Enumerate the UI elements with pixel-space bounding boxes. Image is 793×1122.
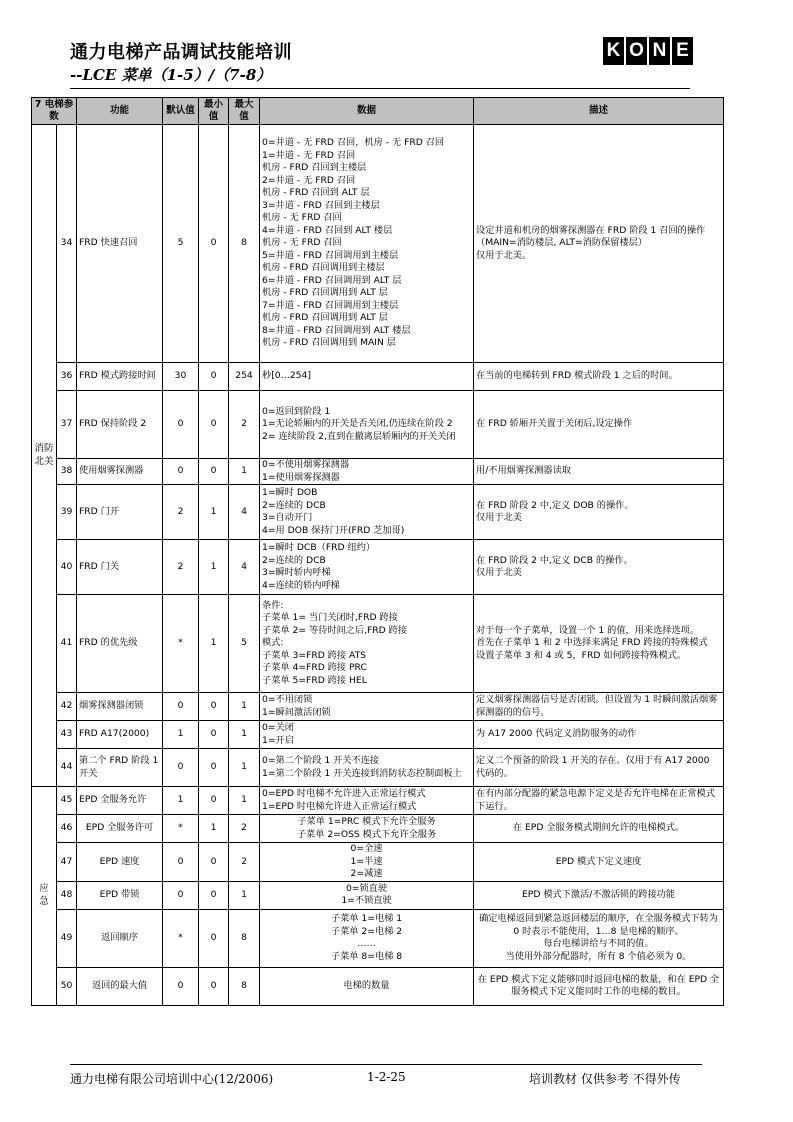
table-row: [32, 721, 724, 749]
max-value: 2: [229, 815, 260, 843]
logo-letter: E: [672, 37, 693, 65]
table-row: [32, 595, 724, 693]
function-cell: 返回顺序: [77, 909, 163, 967]
column-header: 数据: [260, 98, 474, 125]
min-value: 0: [199, 749, 229, 787]
description-cell: 定义烟雾探测器信号是否闭锁。但设置为 1 时瞬间激活烟雾探测器的的信号。: [474, 693, 724, 721]
description-cell: 在 FRD 阶段 2 中,定义 DCB 的操作。 仅用于北美: [474, 540, 724, 595]
min-value: 1: [199, 595, 229, 693]
max-value: 254: [229, 363, 260, 391]
table-row: [32, 391, 724, 459]
data-cell: 0=不用闭锁 1=瞬间激活闭锁: [260, 693, 474, 721]
table-row: [32, 909, 724, 967]
footer-left: 通力电梯有限公司培训中心(12/2006): [70, 1072, 274, 1086]
default-value: 5: [163, 125, 199, 363]
max-value: 1: [229, 881, 260, 909]
max-value: 1: [229, 749, 260, 787]
min-value: 1: [199, 540, 229, 595]
group-cell: 消防 北美: [32, 125, 57, 787]
min-value: 1: [199, 485, 229, 540]
default-value: 0: [163, 967, 199, 1005]
default-value: 2: [163, 485, 199, 540]
min-value: 0: [199, 881, 229, 909]
description-cell: 定义二个预备的阶段 1 开关的存在。仅用于有 A17 2000 代码的。: [474, 749, 724, 787]
table-row: [32, 485, 724, 540]
description-cell: 确定电梯返回到紧急返回楼层的顺序，在全服务模式下转为 0 时表示不能使用，1…8 是电梯的顺序。 每台电梯讲给与不同的值。 当使用外部分配器时，所有 8 个值必须为 0。: [474, 909, 724, 967]
min-value: 0: [199, 363, 229, 391]
table-header-row: [32, 98, 724, 125]
table-row: [32, 125, 724, 363]
min-value: 0: [199, 125, 229, 363]
max-value: 1: [229, 693, 260, 721]
table-row: [32, 693, 724, 721]
group-cell: 应 急: [32, 787, 57, 1006]
description-cell: 在 EPD 全服务模式期间允许的电梯模式。: [474, 815, 724, 843]
description-cell: 用/不用烟雾探测器读取: [474, 459, 724, 485]
default-value: 0: [163, 391, 199, 459]
parameter-table: [31, 97, 724, 1006]
max-value: 4: [229, 485, 260, 540]
logo-letter: K: [603, 37, 624, 65]
logo-letter: O: [626, 37, 647, 65]
data-cell: 子菜单 1=PRC 模式下允许全服务 子菜单 2=OSS 模式下允许全服务: [260, 815, 474, 843]
min-value: 0: [199, 391, 229, 459]
max-value: 8: [229, 909, 260, 967]
data-cell: 子菜单 1=电梯 1 子菜单 2=电梯 2 …… 子菜单 8=电梯 8: [260, 909, 474, 967]
table-row: [32, 815, 724, 843]
function-cell: FRD 的优先级: [77, 595, 163, 693]
function-cell: EPD 速度: [77, 843, 163, 882]
column-header: 最大值: [229, 98, 260, 125]
param-number: 36: [57, 363, 77, 391]
table-row: [32, 843, 724, 882]
description-cell: EPD 模式下激活/不激活锁的跨接功能: [474, 881, 724, 909]
data-cell: 0=井道 - 无 FRD 召回，机房 - 无 FRD 召回 1=井道 - 无 FRD 召回 机房 - FRD 召回到主楼层 2=井道 - 无 FRD 召回 机房 - FRD 召回到 ALT 层 3=井道 - FRD 召回到主楼层 机房 - 无 FRD 召回 4=井道 - FRD 召回到 ALT 楼层 机房 - 无 FRD 召回 5=井道 - FRD 召回调用到主楼层 机房 - FRD 召回调用到主楼层 6=井道 - FRD 召回调用到 ALT 层 机房 - FRD 召回调用到 ALT 层 7=井道 - FRD 召回调用到主楼层 机房 - FRD 召回调用到 ALT 层 8=井道 - FRD 召回调用到 ALT 楼层 机房 - FRD 召回调用到 MAIN 层: [260, 125, 474, 363]
default-value: *: [163, 909, 199, 967]
param-number: 48: [57, 881, 77, 909]
data-cell: 1=瞬时 DOB 2=连续的 DCB 3=自动开门 4=用 DOB 保持门开(FRD 芝加哥): [260, 485, 474, 540]
max-value: 2: [229, 843, 260, 882]
function-cell: FRD 保持阶段 2: [77, 391, 163, 459]
function-cell: 使用烟雾探测器: [77, 459, 163, 485]
param-number: 45: [57, 787, 77, 815]
max-value: 5: [229, 595, 260, 693]
param-number: 38: [57, 459, 77, 485]
footer-page-number: 1-2-25: [367, 1070, 406, 1084]
min-value: 0: [199, 967, 229, 1005]
data-cell: 电梯的数量: [260, 967, 474, 1005]
footer-right: 培训教材 仅供参考 不得外传: [529, 1072, 681, 1086]
function-cell: FRD 门开: [77, 485, 163, 540]
table-body: [32, 125, 724, 1006]
column-header: 7 电梯参数: [32, 98, 77, 125]
function-cell: EPD 全服务允许: [77, 787, 163, 815]
kone-logo: [603, 37, 693, 65]
min-value: 0: [199, 693, 229, 721]
max-value: 1: [229, 459, 260, 485]
function-cell: EPD 带锁: [77, 881, 163, 909]
table-row: [32, 787, 724, 815]
param-number: 46: [57, 815, 77, 843]
header-divider: [70, 88, 690, 89]
param-number: 44: [57, 749, 77, 787]
param-number: 40: [57, 540, 77, 595]
param-number: 34: [57, 125, 77, 363]
data-cell: 0=不使用烟雾探测器 1=使用烟雾探测器: [260, 459, 474, 485]
default-value: 2: [163, 540, 199, 595]
param-number: 47: [57, 843, 77, 882]
description-cell: 在 EPD 模式下定义能够同时返回电梯的数量，和在 EPD 全服务模式下定义能同时工作的电梯的数目。: [474, 967, 724, 1005]
max-value: 2: [229, 391, 260, 459]
column-header: 最小值: [199, 98, 229, 125]
data-cell: 0=全速 1=半速 2=减速: [260, 843, 474, 882]
function-cell: FRD 门关: [77, 540, 163, 595]
description-cell: 对于每一个子菜单，设置一个 1 的值，用来选择选项。 首先在子菜单 1 和 2 中选择来满足 FRD 跨接的特殊模式 设置子菜单 3 和 4 或 5，FRD 如何跨接特殊模式。: [474, 595, 724, 693]
data-cell: 1=瞬时 DCB（FRD 纽约） 2=连续的 DCB 3=瞬时轿内呼梯 4=连续的轿内呼梯: [260, 540, 474, 595]
default-value: *: [163, 815, 199, 843]
param-number: 43: [57, 721, 77, 749]
column-header: 描述: [474, 98, 724, 125]
param-number: 42: [57, 693, 77, 721]
column-header: 默认值: [163, 98, 199, 125]
data-cell: 0=锁直驶 1=不锁直驶: [260, 881, 474, 909]
table-row: [32, 967, 724, 1005]
function-cell: FRD 模式跨接时间: [77, 363, 163, 391]
default-value: 0: [163, 693, 199, 721]
description-cell: 在有内部分配器的紧急电源下定义是否允许电梯在正常模式下运行。: [474, 787, 724, 815]
default-value: 30: [163, 363, 199, 391]
max-value: 1: [229, 787, 260, 815]
default-value: 1: [163, 787, 199, 815]
param-number: 39: [57, 485, 77, 540]
table-row: [32, 881, 724, 909]
document-title: 通力电梯产品调试技能培训: [70, 42, 292, 63]
min-value: 0: [199, 787, 229, 815]
table-row: [32, 540, 724, 595]
param-number: 41: [57, 595, 77, 693]
default-value: 0: [163, 881, 199, 909]
column-header: 功能: [77, 98, 163, 125]
data-cell: 0=EPD 时电梯不允许进入正常运行模式 1=EPD 时电梯允许进入正常运行模式: [260, 787, 474, 815]
function-cell: 烟雾探测器闭锁: [77, 693, 163, 721]
description-cell: 在 FRD 轿厢开关置于关闭后,设定操作: [474, 391, 724, 459]
min-value: 0: [199, 843, 229, 882]
default-value: 0: [163, 749, 199, 787]
default-value: 1: [163, 721, 199, 749]
data-cell: 条件: 子菜单 1= 当门关闭时,FRD 跨接 子菜单 2= 等待时间之后,FRD 跨接 模式: 子菜单 3=FRD 跨接 ATS 子菜单 4=FRD 跨接 PRC 子菜单 5=FRD 跨接 HEL: [260, 595, 474, 693]
logo-letter: N: [649, 37, 670, 65]
min-value: 1: [199, 815, 229, 843]
table-row: [32, 363, 724, 391]
function-cell: 第二个 FRD 阶段 1 开关: [77, 749, 163, 787]
max-value: 8: [229, 125, 260, 363]
param-number: 37: [57, 391, 77, 459]
max-value: 1: [229, 721, 260, 749]
function-cell: FRD A17(2000): [77, 721, 163, 749]
max-value: 4: [229, 540, 260, 595]
function-cell: FRD 快速召回: [77, 125, 163, 363]
description-cell: 在当前的电梯转到 FRD 模式阶段 1 之后的时间。: [474, 363, 724, 391]
function-cell: EPD 全服务许可: [77, 815, 163, 843]
data-cell: 0=关闭 1=开启: [260, 721, 474, 749]
footer-divider: [70, 1064, 702, 1065]
default-value: *: [163, 595, 199, 693]
min-value: 0: [199, 909, 229, 967]
min-value: 0: [199, 459, 229, 485]
data-cell: 秒[0…254]: [260, 363, 474, 391]
table-row: [32, 459, 724, 485]
param-number: 50: [57, 967, 77, 1005]
function-cell: 返回的最大值: [77, 967, 163, 1005]
description-cell: 设定井道和机房的烟雾探测器在 FRD 阶段 1 召回的操作 （MAIN=消防楼层, ALT=消防保留楼层） 仅用于北美。: [474, 125, 724, 363]
document-subtitle: --LCE 菜单（1-5）/（7-8）: [70, 66, 272, 84]
default-value: 0: [163, 459, 199, 485]
default-value: 0: [163, 843, 199, 882]
param-number: 49: [57, 909, 77, 967]
description-cell: 在 FRD 阶段 2 中,定义 DOB 的操作。 仅用于北美: [474, 485, 724, 540]
table-row: [32, 749, 724, 787]
description-cell: EPD 模式下定义速度: [474, 843, 724, 882]
data-cell: 0=返回到阶段 1 1=无论轿厢内的开关是否关闭,仍连续在阶段 2 2= 连续阶段 2,直到在撤离层轿厢内的开关关闭: [260, 391, 474, 459]
description-cell: 为 A17 2000 代码定义消防服务的动作: [474, 721, 724, 749]
data-cell: 0=第二个阶段 1 开关不连接 1=第二个阶段 1 开关连接到消防状态控制面板上: [260, 749, 474, 787]
max-value: 8: [229, 967, 260, 1005]
min-value: 0: [199, 721, 229, 749]
